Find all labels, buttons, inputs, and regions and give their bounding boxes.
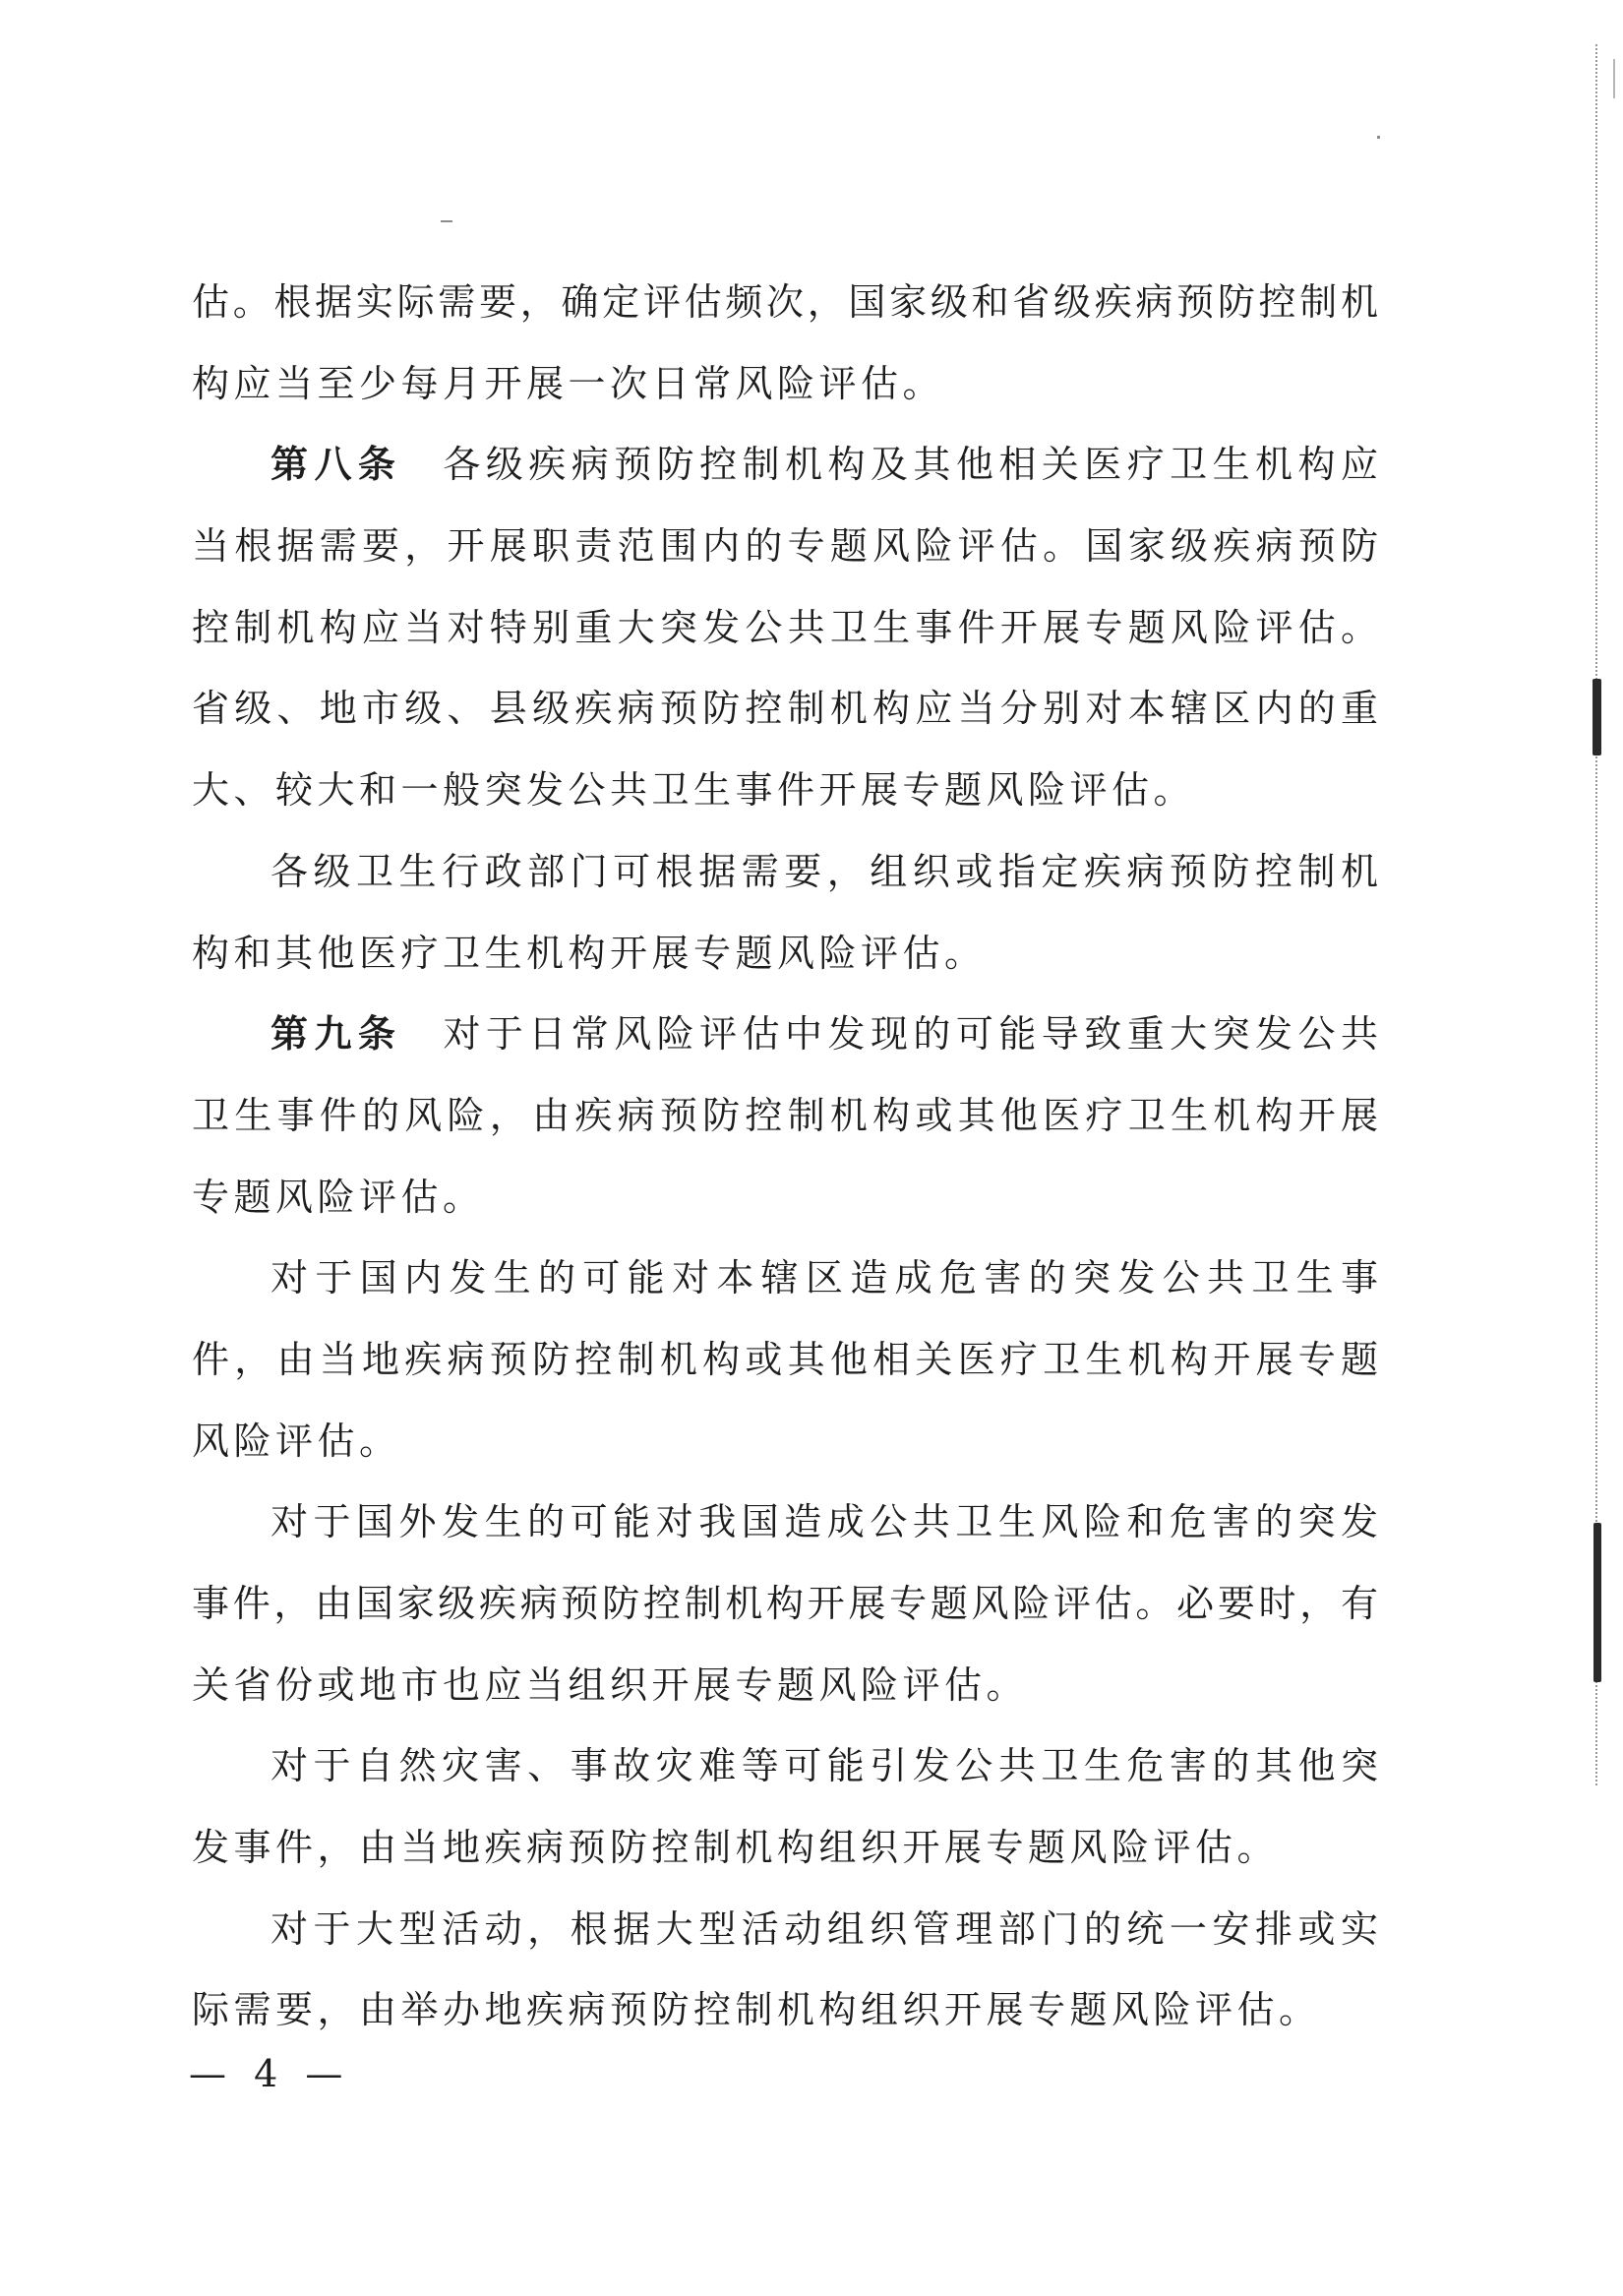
- page-number: — 4 —: [189, 2052, 343, 2095]
- paragraph-article-8: [192, 424, 1380, 830]
- scan-edge-mark: [1593, 1523, 1601, 1682]
- text-line: 各级卫生行政部门可根据需要，组织或指定疾病预防控制机: [270, 849, 1380, 893]
- article-heading: 第八条: [270, 442, 402, 487]
- paragraph: [192, 831, 1380, 994]
- scan-edge-mark: [1593, 679, 1601, 755]
- text-line: 发事件，由当地疾病预防控制机构组织开展专题风险评估。: [192, 1826, 1280, 1870]
- text-line: 专题风险评估。: [192, 1175, 485, 1219]
- paragraph: [192, 1889, 1380, 2051]
- text-line: 风险评估。: [192, 1419, 401, 1463]
- text-line: 件，由当地疾病预防控制机构或其他相关医疗卫生机构开展专题: [192, 1337, 1380, 1381]
- paragraph-article-9: [192, 994, 1380, 1238]
- paragraph-continuation: [192, 262, 1380, 424]
- article-heading: 第九条: [270, 1011, 402, 1057]
- line-text: 对于日常风险评估中发现的可能导致重大突发公共: [443, 1012, 1380, 1057]
- text-line: 大、较大和一般突发公共卫生事件开展专题风险评估。: [192, 768, 1196, 813]
- scan-speck: [1377, 136, 1380, 139]
- text-line: 控制机构应当对特别重大突发公共卫生事件开展专题风险评估。: [192, 605, 1380, 649]
- text-line: 对于大型活动，根据大型活动组织管理部门的统一安排或实: [270, 1906, 1380, 1951]
- paragraph: [192, 1481, 1380, 1725]
- text-line: 事件，由国家级疾病预防控制机构开展专题风险评估。必要时，有: [192, 1582, 1380, 1625]
- body-text: [192, 262, 1380, 2051]
- text-line: [192, 994, 1380, 1075]
- text-line: 关省份或地市也应当组织开展专题风险评估。: [192, 1662, 1029, 1707]
- paragraph: [192, 1238, 1380, 1481]
- text-line: 构和其他医疗卫生机构开展专题风险评估。: [192, 931, 987, 975]
- scan-speck: [1613, 59, 1615, 98]
- text-line: 当根据需要，开展职责范围内的专题风险评估。国家级疾病预防: [192, 524, 1380, 569]
- text-line: 对于国外发生的可能对我国造成公共卫生风险和危害的突发: [270, 1500, 1380, 1544]
- text-line: 对于自然灾害、事故灾难等可能引发公共卫生危害的其他突: [270, 1744, 1380, 1788]
- text-line: [192, 424, 1380, 506]
- text-line: 估。根据实际需要，确定评估频次，国家级和省级疾病预防控制机: [192, 280, 1380, 324]
- text-line: 对于国内发生的可能对本辖区造成危害的突发公共卫生事: [270, 1256, 1380, 1300]
- paragraph: [192, 1725, 1380, 1888]
- scan-speck: [441, 220, 452, 222]
- text-line: 省级、地市级、县级疾病预防控制机构应当分别对本辖区内的重: [192, 687, 1380, 731]
- text-line: 构应当至少每月开展一次日常风险评估。: [192, 361, 945, 405]
- text-line: 际需要，由举办地疾病预防控制机构组织开展专题风险评估。: [192, 1988, 1321, 2032]
- line-text: 各级疾病预防控制机构及其他相关医疗卫生机构应: [443, 443, 1380, 487]
- text-line: 卫生事件的风险，由疾病预防控制机构或其他医疗卫生机构开展: [192, 1093, 1380, 1137]
